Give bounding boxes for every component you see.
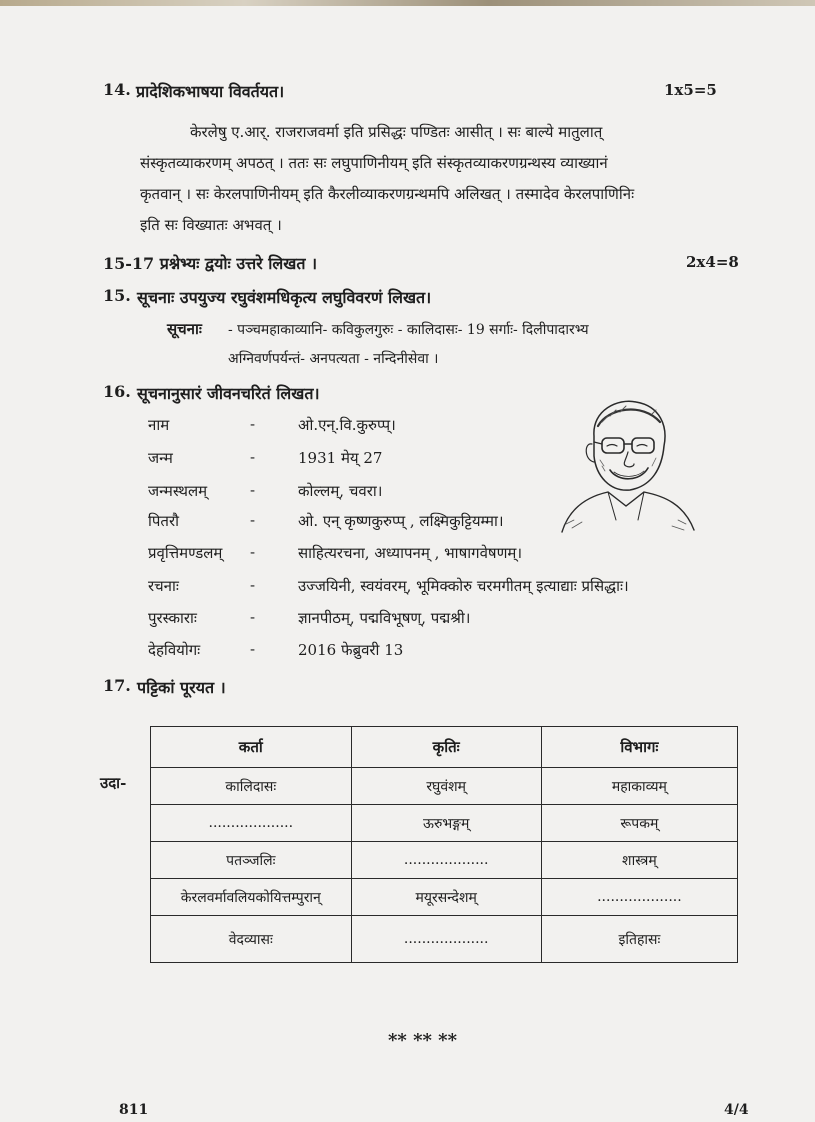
scan-edge — [0, 0, 815, 6]
header-karta: कर्ता — [151, 727, 352, 768]
bio-label: जन्मस्थलम् — [148, 482, 208, 500]
page-number: 4/4 — [724, 1102, 749, 1118]
q16-number: 16. — [103, 382, 131, 401]
bio-value: ओ.एन्.वि.कुरुप्प्। — [298, 416, 396, 434]
table-cell: ................... — [541, 879, 737, 916]
q15-hint-line-1: - पञ्चमहाकाव्यानि- कविकुलगुरुः - कालिदासः- 19 सर्गाः- दिलीपादारभ्य — [228, 322, 589, 338]
bio-value: 1931 मेय् 27 — [298, 449, 383, 467]
table-cell: ................... — [351, 842, 541, 879]
q15-number: 15. — [103, 286, 131, 305]
table-cell: ऊरुभङ्गम् — [351, 805, 541, 842]
table-row — [151, 879, 738, 916]
table-cell: ................... — [351, 916, 541, 963]
q15-instruction: सूचनाः उपयुज्य रघुवंशमधिकृत्य लघुविवरणं लिखत। — [137, 288, 432, 307]
bio-dash: - — [250, 608, 256, 626]
q16-instruction: सूचनानुसारं जीवनचरितं लिखत। — [137, 384, 320, 403]
bio-dash: - — [250, 576, 256, 594]
table-row — [151, 805, 738, 842]
bio-dash: - — [250, 448, 256, 466]
table-cell: वेदव्यासः — [151, 916, 352, 963]
table-header-row — [151, 727, 738, 768]
q15-hint-label: सूचनाः — [167, 320, 202, 338]
bio-label: प्रवृत्तिमण्डलम् — [148, 544, 223, 562]
bio-dash: - — [250, 543, 256, 561]
example-label: उदा- — [100, 774, 127, 792]
q15-hint-line-2: अग्निवर्णपर्यन्तं- अनपत्यता - नन्दिनीसेवा । — [228, 351, 439, 367]
bio-label: जन्म — [148, 449, 173, 467]
bio-label: रचनाः — [148, 577, 179, 595]
q14-number: 14. — [103, 80, 131, 99]
table-cell: रघुवंशम् — [351, 768, 541, 805]
table-cell: ................... — [151, 805, 352, 842]
header-kriti: कृतिः — [351, 727, 541, 768]
bio-value: ओ. एन् कृष्णकुरुप्प् , लक्ष्मिकुट्टियम्मा। — [298, 512, 504, 530]
q14-marks: 1x5=5 — [664, 81, 717, 99]
bio-label: पितरौ — [148, 512, 179, 530]
bio-value: 2016 फेब्रुवरी 13 — [298, 641, 404, 659]
q17-number: 17. — [103, 676, 131, 695]
q14-line-3: कृतवान् । सः केरलपाणिनीयम् इति कैरलीव्याकरणग्रन्थमपि अलिखत् । तस्मादेव केरलपाणिनिः — [140, 185, 635, 203]
paper-code: 811 — [119, 1102, 149, 1118]
table-cell: महाकाव्यम् — [541, 768, 737, 805]
table-cell: इतिहासः — [541, 916, 737, 963]
bio-label: नाम — [148, 416, 170, 434]
q14-instruction: प्रादेशिकभाषया विवर्तयत। — [136, 82, 285, 101]
q14-line-2: संस्कृतव्याकरणम् अपठत् । ततः सः लघुपाणिनीयम् इति संस्कृतव्याकरणग्रन्थस्य व्याख्यानं — [140, 154, 608, 172]
bio-dash: - — [250, 415, 256, 433]
table-cell: पतञ्जलिः — [151, 842, 352, 879]
bio-label: पुरस्काराः — [148, 609, 197, 627]
q15-17-marks: 2x4=8 — [686, 253, 739, 271]
table-cell: रूपकम् — [541, 805, 737, 842]
table-cell: मयूरसन्देशम् — [351, 879, 541, 916]
bio-value: साहित्यरचना, अध्यापनम् , भाषागवेषणम्। — [298, 544, 523, 562]
table-cell: केरलवर्मावलियकोयित्तम्पुरान् — [151, 879, 352, 916]
table-row — [151, 768, 738, 805]
q15-17-instruction: 15-17 प्रश्नेभ्यः द्वयोः उत्तरे लिखत । — [103, 254, 318, 273]
header-vibhaga: विभागः — [541, 727, 737, 768]
q17-instruction: पट्टिकां पूरयत । — [137, 678, 226, 697]
end-mark: ** ** ** — [388, 1030, 458, 1051]
fill-table — [150, 726, 738, 963]
bio-label: देहवियोगः — [148, 641, 201, 659]
bio-dash: - — [250, 511, 256, 529]
table-cell: शास्त्रम् — [541, 842, 737, 879]
table-cell: कालिदासः — [151, 768, 352, 805]
q14-line-4: इति सः विख्यातः अभवत् । — [140, 216, 282, 234]
bio-value: ज्ञानपीठम्, पद्मविभूषण्, पद्मश्री। — [298, 609, 471, 627]
bio-value: कोल्लम्, चवरा। — [298, 482, 383, 500]
table-row — [151, 842, 738, 879]
portrait-sketch-image — [556, 396, 698, 536]
bio-dash: - — [250, 640, 256, 658]
bio-dash: - — [250, 481, 256, 499]
q14-line-1: केरलेषु ए.आर्. राजराजवर्मा इति प्रसिद्धः पण्डितः आसीत् । सः बाल्ये मातुलात् — [190, 123, 603, 141]
bio-value: उज्जयिनी, स्वयंवरम्, भूमिक्कोरु चरमगीतम् इत्याद्याः प्रसिद्धाः। — [298, 577, 629, 595]
table-row — [151, 916, 738, 963]
